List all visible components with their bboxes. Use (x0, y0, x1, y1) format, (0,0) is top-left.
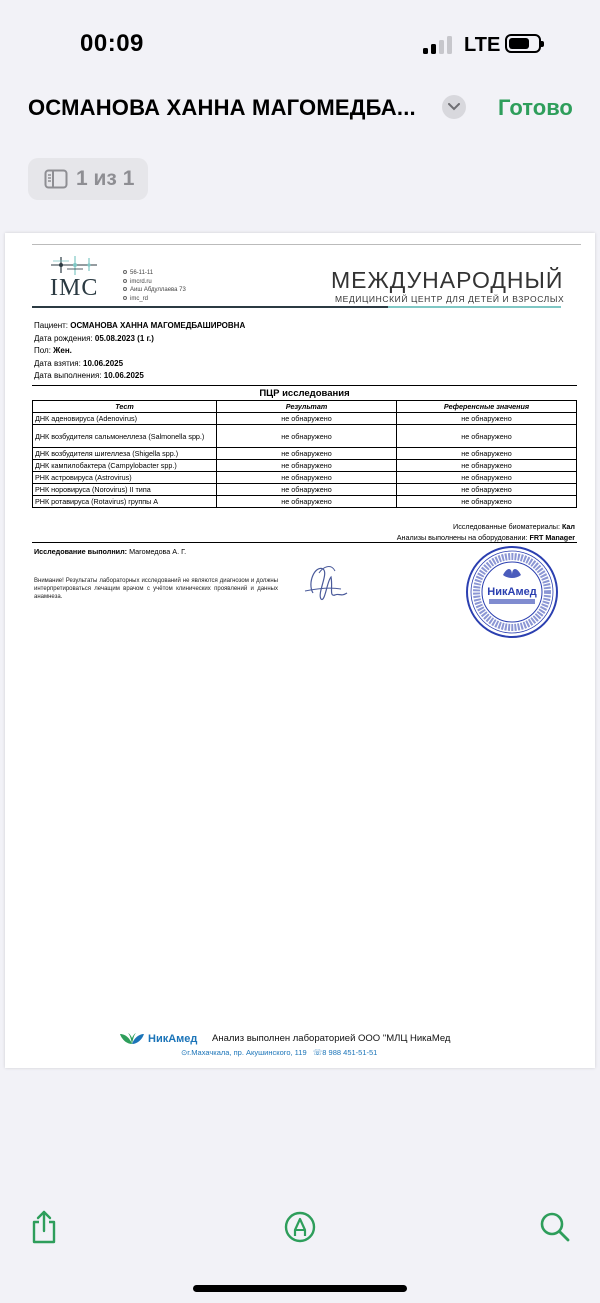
signature-icon (295, 553, 355, 613)
reference-cell: не обнаружено (397, 448, 577, 460)
column-header-test: Тест (33, 401, 217, 413)
result-cell: не обнаружено (217, 484, 397, 496)
result-cell: не обнаружено (217, 413, 397, 425)
footer-brand (119, 1031, 197, 1047)
done-date-value: 10.06.2025 (103, 371, 144, 380)
instagram-icon (123, 296, 127, 300)
status-time: 00:09 (80, 30, 144, 57)
globe-icon (123, 279, 127, 283)
reference-cell: не обнаружено (397, 496, 577, 508)
footer-brand-name: НикАмед (148, 1033, 198, 1045)
phone-icon: ☏ (312, 1048, 323, 1057)
share-button[interactable] (27, 1208, 61, 1246)
carrier-label: LTE (464, 34, 501, 56)
patient-name: ОСМАНОВА ХАННА МАГОМЕДБАШИРОВНА (70, 321, 246, 330)
header-divider-accent (388, 306, 561, 308)
footer-phone: 8 988 451-51-51 (322, 1048, 378, 1057)
footer-contacts (181, 1048, 377, 1057)
lab-stamp-icon (465, 545, 559, 639)
results-table (32, 400, 577, 508)
table-row (33, 425, 577, 448)
test-cell: ДНК возбудителя шигеллеза (Shigella spp.) (33, 448, 217, 460)
column-header-result: Результат (217, 401, 397, 413)
equipment-label: Анализы выполнены на оборудовании: (396, 533, 528, 542)
clinic-instagram: imc_rd (130, 295, 149, 302)
clinic-contacts (123, 269, 186, 303)
nikamed-leaf-icon (119, 1032, 145, 1046)
search-button[interactable] (538, 1208, 572, 1246)
table-row (33, 448, 577, 460)
test-cell: ДНК кампилобактера (Campylobacter spp.) (33, 460, 217, 472)
page-indicator-button[interactable] (28, 158, 148, 200)
test-cell: ДНК возбудителя сальмонеллеза (Salmonella spp.) (33, 425, 217, 448)
sidebar-icon (44, 169, 68, 189)
home-indicator[interactable] (193, 1285, 407, 1292)
chevron-down-icon (448, 103, 460, 111)
divider (32, 542, 577, 543)
table-row (33, 496, 577, 508)
table-row (33, 472, 577, 484)
done-button[interactable]: Готово (498, 95, 573, 120)
status-bar (0, 0, 600, 90)
taken-date-label: Дата взятия: (34, 358, 81, 368)
markup-pen-icon (283, 1210, 317, 1244)
result-cell: не обнаружено (217, 425, 397, 448)
result-cell: не обнаружено (217, 448, 397, 460)
reference-cell: не обнаружено (397, 472, 577, 484)
pdf-page[interactable] (5, 233, 595, 1068)
header-divider (32, 306, 388, 308)
stamp-text: НикАмед (487, 586, 537, 598)
biomaterial-label: Исследованные биоматериалы: (453, 522, 560, 531)
patient-name-label: Пациент: (34, 321, 69, 330)
title-menu-button[interactable] (442, 95, 466, 119)
document-title[interactable]: ОСМАНОВА ХАННА МАГОМЕДБА... (28, 95, 416, 120)
divider (32, 244, 581, 245)
disclaimer-text: Внимание! Результаты лабораторных исследований не являются диагнозом и должны интерпретироваться лечащим врачом с учётом клинических проявлений и данных анамнеза. (34, 578, 278, 600)
footer-address: г.Махачкала, пр. Акушинского, 119 (187, 1048, 307, 1057)
clinic-logo-text: IMC (50, 275, 99, 301)
sex-label: Пол: (34, 346, 51, 355)
table-row (33, 413, 577, 425)
signal-icon (423, 36, 453, 54)
performer-info (34, 547, 186, 556)
battery-icon (505, 34, 541, 53)
clinic-site: imcrd.ru (130, 278, 152, 285)
equipment-value: FRT Manager (529, 533, 575, 542)
clinic-name: МЕЖДУНАРОДНЫЙ (331, 267, 564, 293)
reference-cell: не обнаружено (397, 413, 577, 425)
footer-lab-text: Анализ выполнен лабораторией ООО "МЛЦ НикаМед (212, 1033, 451, 1044)
clinic-phone: 56-11-11 (130, 270, 154, 276)
table-row (33, 484, 577, 496)
location-icon (123, 287, 127, 291)
column-header-reference: Референсные значения (397, 401, 577, 413)
dob-label: Дата рождения: (34, 333, 93, 343)
biomaterial-info (397, 521, 575, 543)
clinic-subtitle: МЕДИЦИНСКИЙ ЦЕНТР ДЛЯ ДЕТЕЙ И ВЗРОСЛЫХ (335, 294, 565, 304)
clinic-address: Аиш Абдуллаева 73 (130, 287, 186, 293)
result-cell: не обнаружено (217, 472, 397, 484)
page-indicator-label: 1 из 1 (76, 167, 135, 190)
done-date-label: Дата выполнения: (34, 371, 102, 380)
reference-cell: не обнаружено (397, 484, 577, 496)
share-icon (29, 1209, 59, 1245)
navigation-bar (0, 86, 600, 130)
table-row (33, 460, 577, 472)
reference-cell: не обнаружено (397, 460, 577, 472)
location-icon: ⊙ (181, 1048, 188, 1057)
test-cell: РНК норовируса (Norovirus) II типа (33, 484, 217, 496)
taken-date-value: 10.06.2025 (83, 358, 124, 368)
biomaterial-value: Кал (561, 522, 575, 531)
results-table-title: ПЦР исследования (32, 385, 577, 399)
table-header-row (33, 401, 577, 413)
search-icon (539, 1211, 571, 1243)
test-cell: ДНК аденовируса (Adenovirus) (33, 413, 217, 425)
markup-button[interactable] (283, 1208, 317, 1246)
sex-value: Жен. (53, 346, 72, 355)
test-cell: РНК ротавируса (Rotavirus) группы А (33, 496, 217, 508)
test-cell: РНК астровируса (Astrovirus) (33, 472, 217, 484)
result-cell: не обнаружено (217, 460, 397, 472)
performer-label: Исследование выполнил: (34, 547, 128, 556)
dob-value: 05.08.2023 (1 г.) (94, 333, 154, 343)
reference-cell: не обнаружено (397, 425, 577, 448)
result-cell: не обнаружено (217, 496, 397, 508)
phone-icon (123, 270, 127, 274)
patient-info (34, 320, 245, 383)
performer-name: Магомедова А. Г. (129, 547, 187, 556)
